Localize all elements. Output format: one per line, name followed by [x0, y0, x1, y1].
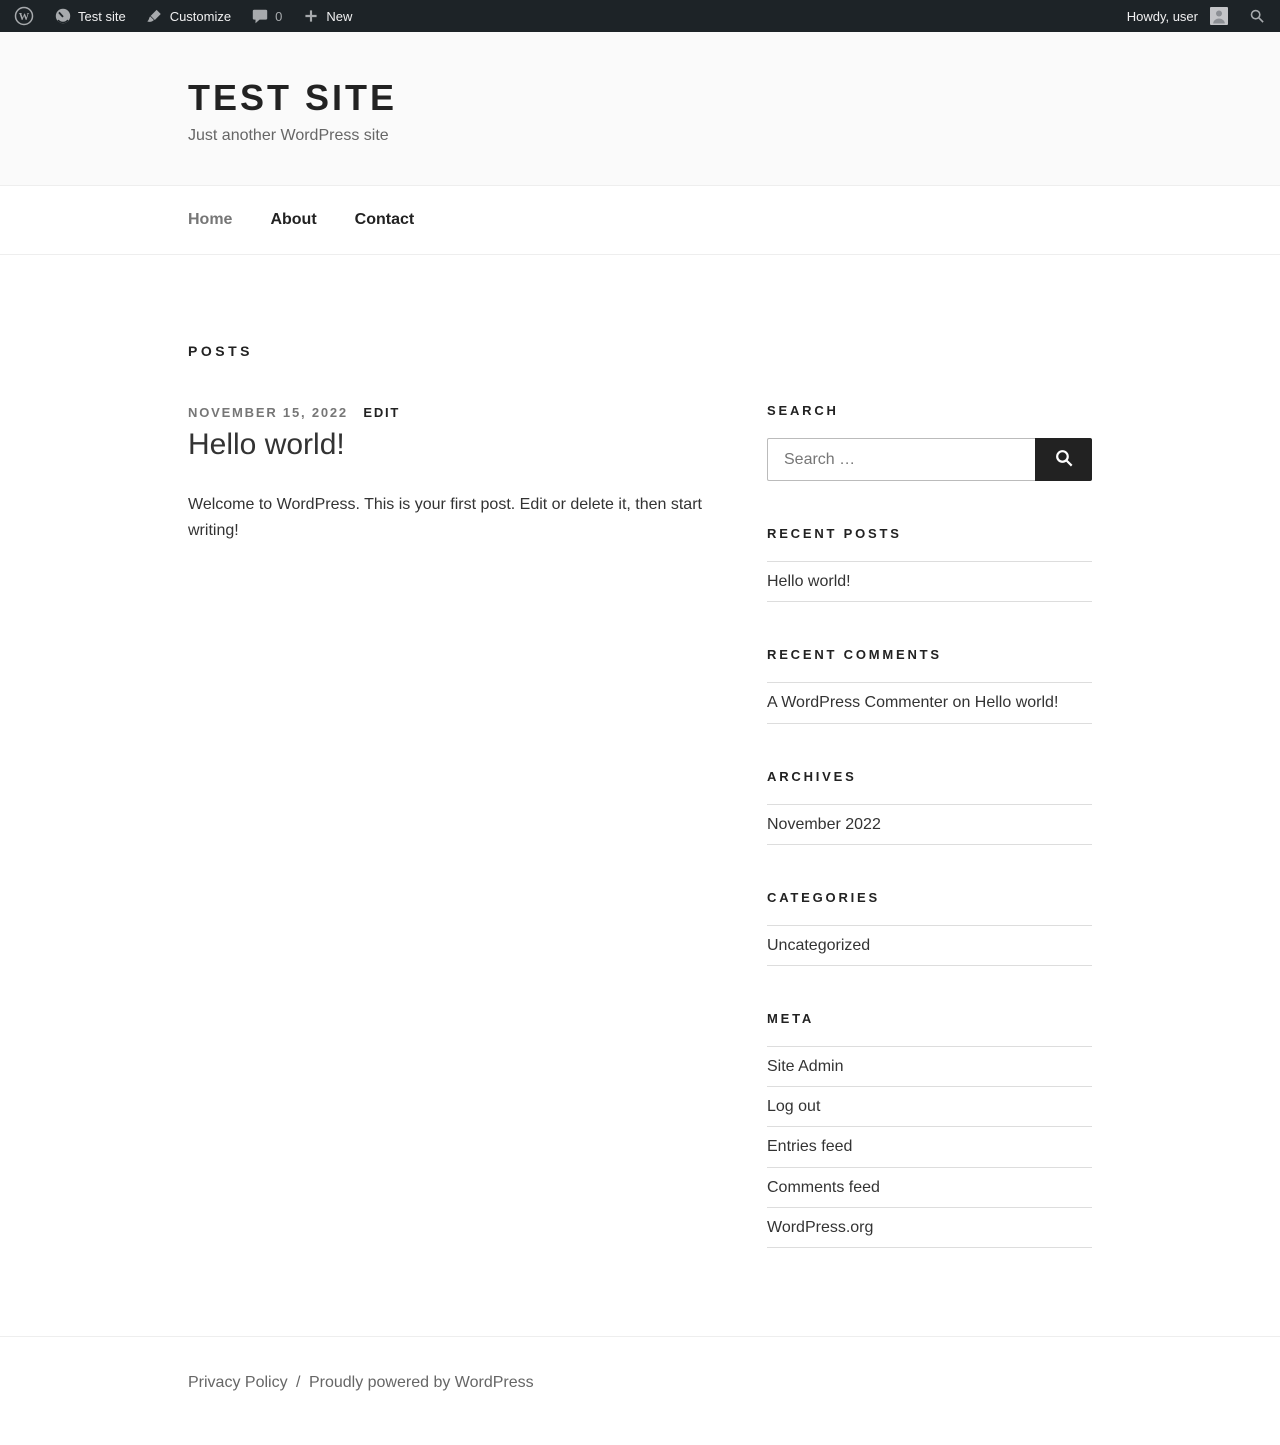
admin-bar-my-account[interactable] [1117, 0, 1238, 32]
site-header [0, 32, 1280, 185]
admin-bar-site-name[interactable] [44, 0, 136, 32]
site-footer [0, 1336, 1280, 1424]
post-title-link[interactable]: Hello world! [188, 428, 345, 462]
search-icon [1248, 7, 1266, 25]
post-body: Welcome to WordPress. This is your first post. Edit or delete it, then start writing! [188, 495, 702, 540]
dashboard-gauge-icon [54, 7, 72, 25]
site-tagline: Just another WordPress site [188, 127, 389, 145]
site-content [0, 255, 1280, 1336]
archives-widget [767, 769, 1092, 845]
recent-posts-title: RECENT POSTS [767, 526, 902, 542]
comments-bubble-icon [251, 7, 269, 25]
list-item [767, 1087, 1092, 1127]
sidebar [767, 343, 1092, 1293]
nav-item-home[interactable]: Home [188, 211, 233, 229]
entries-feed-link[interactable]: Entries feed [767, 1138, 853, 1156]
customize-label: Customize [169, 8, 232, 24]
admin-bar-right [1117, 0, 1276, 32]
powered-by-link[interactable]: Proudly powered by WordPress [308, 1374, 534, 1392]
categories-title: CATEGORIES [767, 889, 880, 905]
list-item [767, 926, 1092, 966]
search-submit-button[interactable] [1035, 438, 1092, 481]
primary-navigation [0, 185, 1280, 255]
recent-comments-widget [767, 647, 1092, 723]
site-name-label: Test site [78, 8, 126, 24]
post-date-link[interactable]: NOVEMBER 15, 2022 [188, 405, 348, 421]
recent-posts-widget [767, 526, 1092, 602]
avatar [1210, 7, 1228, 25]
page-title: POSTS [188, 343, 253, 360]
site-title-link[interactable]: TEST SITE [188, 77, 398, 118]
list-item [767, 562, 1092, 602]
privacy-policy-link[interactable]: Privacy Policy [188, 1374, 288, 1392]
comments-feed-link[interactable]: Comments feed [767, 1178, 880, 1196]
comment-post-link[interactable]: Hello world! [974, 694, 1059, 712]
comment-connector: on [952, 694, 971, 712]
meta-widget [767, 1011, 1092, 1248]
wordpress-org-link[interactable]: WordPress.org [767, 1218, 874, 1236]
list-item [767, 805, 1092, 845]
admin-bar-customize[interactable] [136, 0, 241, 32]
log-out-link[interactable]: Log out [767, 1098, 821, 1116]
plus-icon [302, 7, 320, 25]
admin-bar-left [4, 0, 362, 32]
wordpress-logo-icon [14, 6, 34, 26]
howdy-label: Howdy, user [1126, 8, 1198, 24]
list-item [767, 683, 1092, 723]
search-form [767, 438, 1092, 481]
wp-admin-bar [0, 0, 1280, 32]
list-item [767, 1047, 1092, 1087]
admin-bar-comments[interactable] [241, 0, 292, 32]
category-link[interactable]: Uncategorized [767, 936, 871, 954]
main-column [188, 343, 720, 544]
meta-title: META [767, 1010, 815, 1026]
customize-brush-icon [146, 7, 164, 25]
recent-comments-title: RECENT COMMENTS [767, 647, 942, 663]
list-item [767, 1168, 1092, 1208]
entry-meta [188, 405, 720, 420]
nav-item-contact[interactable]: Contact [354, 211, 415, 229]
comment-author-link[interactable]: A WordPress Commenter [767, 694, 949, 712]
archive-link[interactable]: November 2022 [767, 815, 881, 833]
search-widget-title: SEARCH [767, 403, 839, 419]
admin-bar-search[interactable] [1238, 0, 1276, 32]
new-label: New [326, 8, 353, 24]
search-widget [767, 403, 1092, 481]
recent-post-link[interactable]: Hello world! [767, 573, 851, 591]
edit-post-link[interactable]: EDIT [363, 405, 401, 421]
wordpress-logo-menu[interactable] [4, 0, 44, 32]
list-item [767, 1208, 1092, 1248]
site-admin-link[interactable]: Site Admin [767, 1057, 844, 1075]
svg-text:W: W [18, 12, 30, 23]
admin-bar-new[interactable] [292, 0, 362, 32]
list-item [767, 1127, 1092, 1167]
nav-item-about[interactable]: About [270, 211, 317, 229]
post-article [188, 405, 720, 544]
footer-separator: / [296, 1374, 301, 1392]
search-button-icon [1053, 447, 1075, 472]
categories-widget [767, 890, 1092, 966]
comment-count: 0 [275, 8, 283, 24]
search-input[interactable] [767, 438, 1035, 481]
archives-title: ARCHIVES [767, 768, 857, 784]
